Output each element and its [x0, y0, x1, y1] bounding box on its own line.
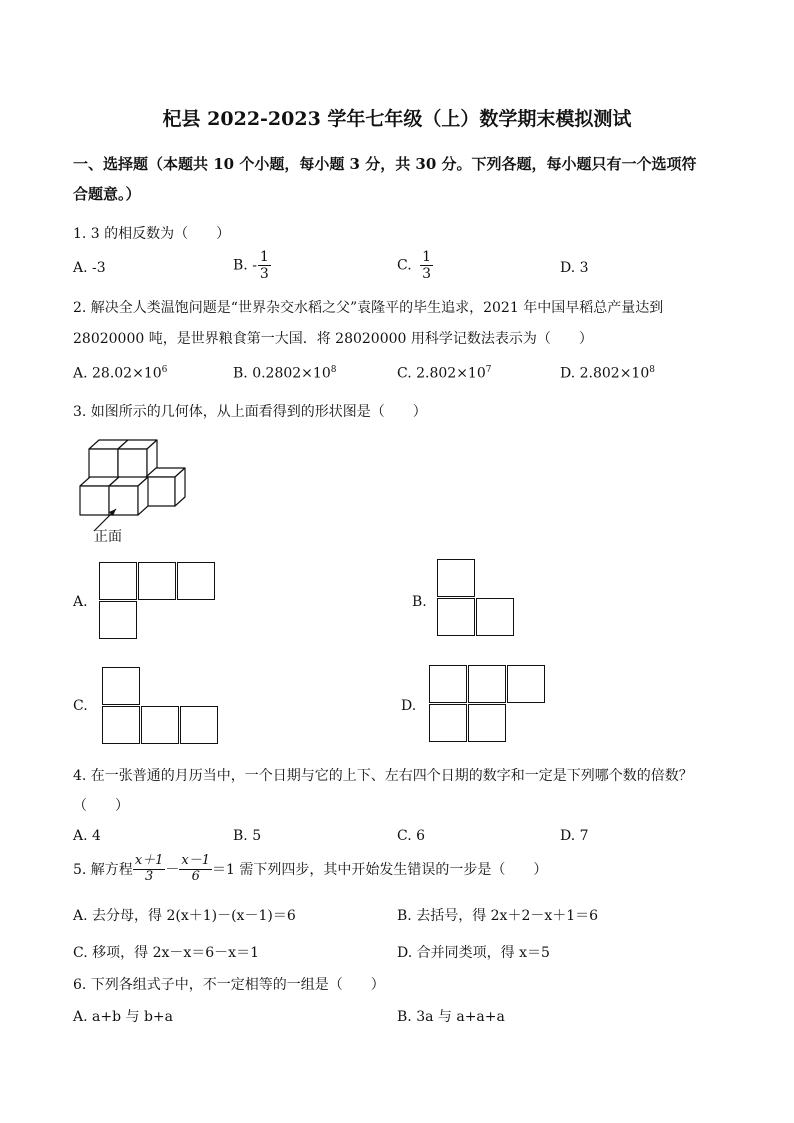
grid-square	[180, 706, 218, 744]
fraction-denominator: 3	[422, 266, 432, 283]
q3-option-a-label: A.	[73, 594, 88, 610]
q5-stem	[73, 851, 547, 887]
grid-square	[141, 706, 179, 744]
q2-stem-line2: 28020000 吨，是世界粮食第一大国．将 28020000 用科学记数法表示为（ ）	[73, 331, 593, 347]
q2-option-d-exponent: 8	[649, 365, 655, 375]
q1-option-c	[397, 249, 433, 282]
grid-square	[437, 559, 475, 597]
q6-stem: 6. 下列各组式子中，不一定相等的一组是（ ）	[73, 977, 385, 993]
grid-square	[429, 665, 467, 703]
q5-fraction-2	[179, 854, 212, 885]
grid-square	[102, 706, 140, 744]
q2-option-d-base: D. 2.802×10	[560, 365, 650, 382]
q1-option-c-prefix: C.	[397, 257, 412, 274]
q5-stem-suffix: ＝1 需下列四步，其中开始发生错误的一步是（ ）	[212, 862, 548, 878]
q5-option-d: D. 合并同类项，得 x＝5	[397, 945, 550, 961]
cube-front-face	[118, 449, 147, 478]
fraction-numerator: x－1	[181, 852, 211, 868]
q3-option-c-label: C.	[73, 698, 88, 714]
q2-option-b	[233, 365, 336, 382]
q5-option-c: C. 移项，得 2x－x＝6－x＝1	[73, 945, 259, 961]
q2-option-c-base: C. 2.802×10	[397, 365, 486, 382]
section-heading-line1: 一、选择题（本题共 10 个小题，每小题 3 分，共 30 分。下列各题，每小题只有一个选项符	[73, 155, 697, 173]
q3-option-b-label: B.	[412, 594, 427, 610]
cube-front-face	[89, 449, 118, 478]
q2-option-c	[397, 365, 491, 382]
fraction-numerator: 1	[422, 249, 432, 265]
fraction-numerator: x＋1	[134, 852, 164, 868]
q1-option-b-fraction	[258, 249, 271, 282]
q5-option-b: B. 去括号，得 2x＋2－x＋1＝6	[397, 908, 599, 924]
q4-option-c: C. 6	[397, 828, 426, 844]
section-heading-line2: 合题意。）	[73, 185, 141, 203]
q2-option-b-base: B. 0.2802×10	[233, 365, 331, 382]
grid-square	[437, 598, 475, 636]
grid-square	[99, 562, 137, 600]
cube-front-face	[146, 477, 175, 506]
grid-square	[102, 667, 140, 705]
q2-stem-line1: 2. 解决全人类温饱问题是“世界杂交水稻之父”袁隆平的毕生追求，2021 年中国早稻总产量达到	[73, 300, 664, 316]
cube-front-face	[80, 486, 109, 515]
q6-option-b: B. 3a 与 a+a+a	[397, 1009, 505, 1025]
q5-option-a: A. 去分母，得 2(x＋1)－(x－1)＝6	[73, 908, 296, 924]
grid-square	[476, 598, 514, 636]
q5-minus: －	[165, 862, 180, 878]
page-title: 杞县 2022-2023 学年七年级（上）数学期末模拟测试	[162, 108, 632, 130]
grid-square	[177, 562, 215, 600]
q1-option-b-prefix: B. -	[233, 257, 257, 274]
fraction-denominator: 3	[144, 868, 154, 884]
grid-square	[507, 665, 545, 703]
fraction-denominator: 6	[191, 868, 200, 884]
q1-option-b	[233, 249, 271, 282]
grid-square	[99, 601, 137, 639]
q2-option-a-exponent: 6	[161, 365, 168, 375]
grid-square	[429, 704, 467, 742]
q5-stem-prefix: 5. 解方程	[73, 862, 133, 878]
q2-option-c-exponent: 7	[485, 365, 492, 375]
grid-square	[138, 562, 176, 600]
q1-option-c-fraction	[420, 249, 433, 282]
q6-option-a: A. a+b 与 b+a	[73, 1009, 173, 1025]
fraction-numerator: 1	[259, 249, 269, 265]
q2-option-d	[560, 365, 655, 382]
q4-option-d: D. 7	[560, 828, 589, 844]
q2-option-a	[73, 365, 167, 382]
q1-option-a: A. -3	[73, 260, 106, 276]
grid-square	[468, 704, 506, 742]
fraction-denominator: 3	[259, 266, 269, 283]
q2-option-b-exponent: 8	[330, 365, 337, 375]
q4-stem-line2: （ ）	[73, 798, 129, 814]
front-view-label: 正面	[94, 529, 122, 545]
q4-option-a: A. 4	[73, 828, 101, 844]
q5-fraction-1	[133, 854, 166, 885]
q4-stem-line1: 4. 在一张普通的月历当中，一个日期与它的上下、左右四个日期的数字和一定是下列哪个数的倍数？	[73, 768, 693, 784]
q1-option-d: D. 3	[560, 260, 589, 276]
q4-option-b: B. 5	[233, 828, 262, 844]
q3-stem: 3. 如图所示的几何体，从上面看得到的形状图是（ ）	[73, 404, 427, 420]
q2-option-a-base: A. 28.02×10	[73, 365, 162, 382]
q1-stem: 1. 3 的相反数为（ ）	[73, 226, 231, 242]
cube-solid-figure	[74, 434, 194, 546]
q3-option-d-label: D.	[401, 698, 417, 714]
grid-square	[468, 665, 506, 703]
